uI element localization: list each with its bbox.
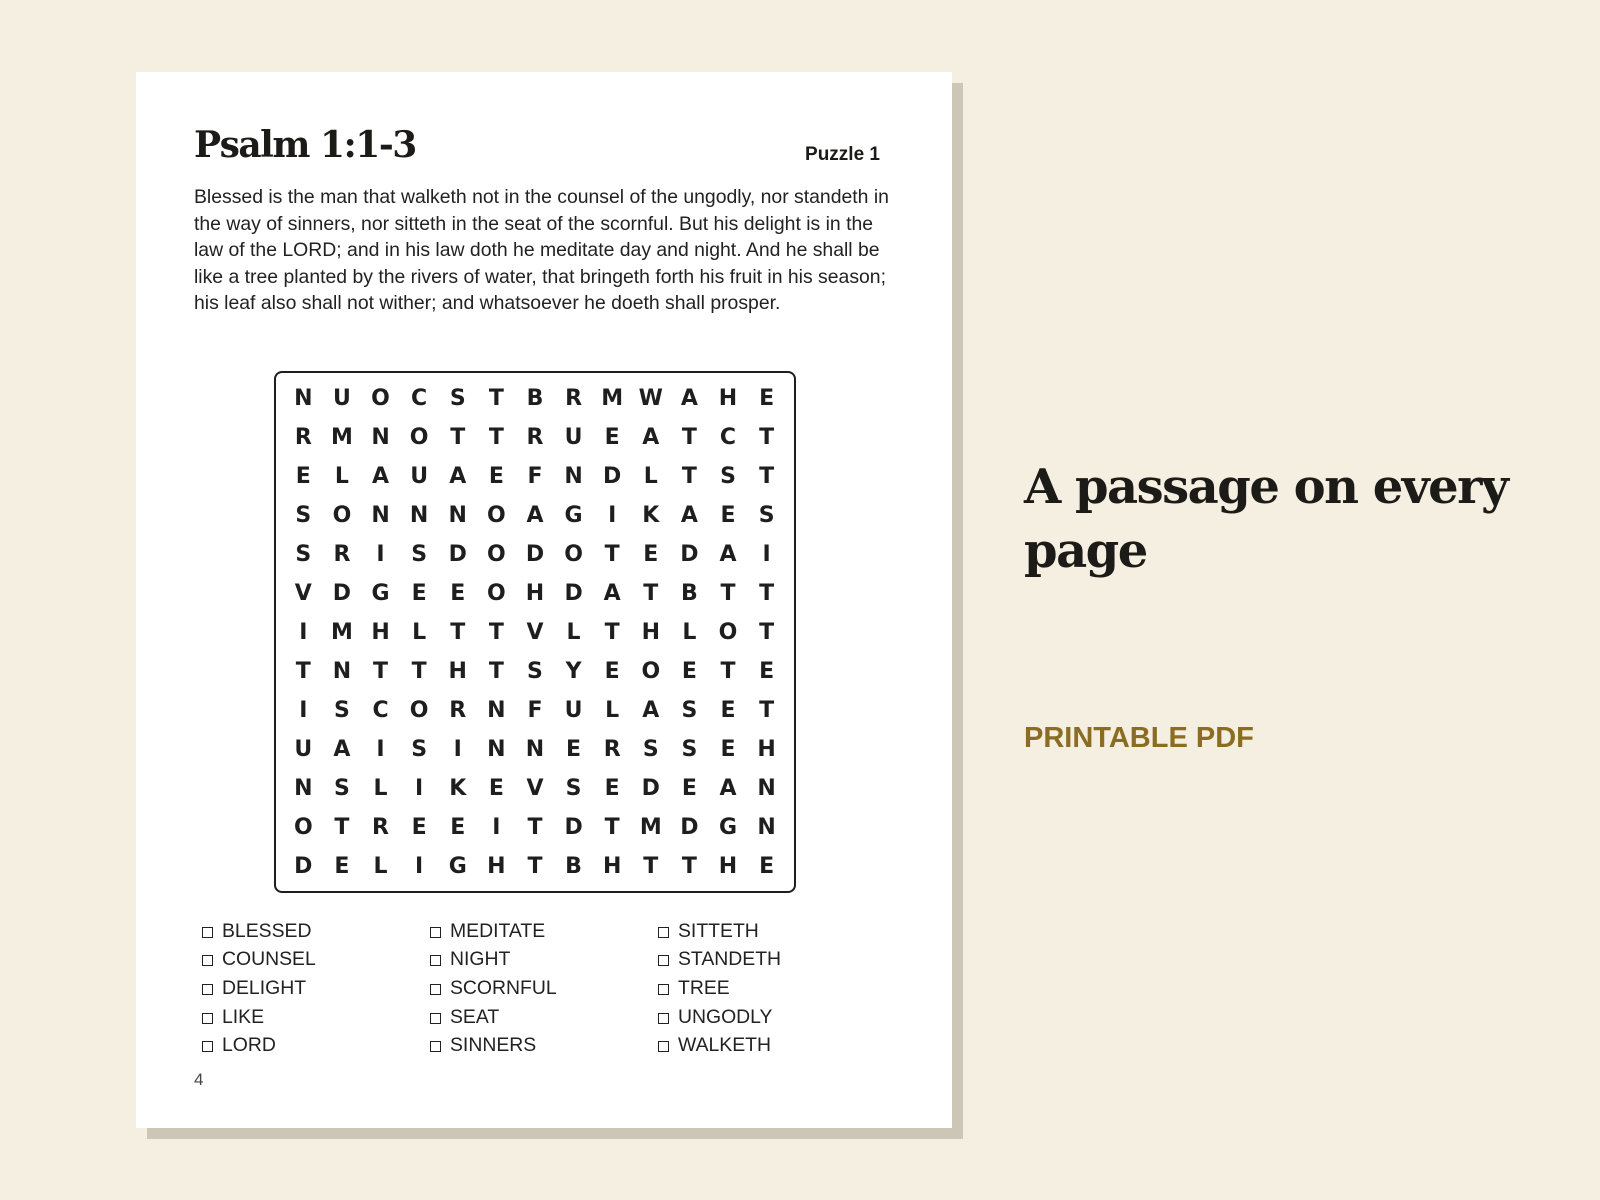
word-list-item[interactable] — [658, 1032, 771, 1060]
grid-letter[interactable]: H — [602, 854, 622, 879]
scripture-passage: Blessed is the man that walketh not in the counsel of the ungodly, nor standeth in the way of sinners, nor sitteth in the seat of the scornful. But his delight is in the law of the LORD; and in his law doth he meditate day and night. And he shall be like a tree planted by the rivers of water, that bringeth forth his fruit in his season; his leaf also shall not wither; and whatsoever he doeth shall prosper. — [194, 186, 889, 314]
grid-letter[interactable]: D — [564, 581, 583, 606]
grid-letter[interactable]: O — [409, 698, 429, 723]
grid-letter[interactable]: N — [525, 737, 545, 762]
word-list-item[interactable] — [658, 946, 781, 974]
word-checkbox[interactable] — [430, 955, 441, 966]
grid-letter[interactable]: D — [294, 854, 313, 879]
grid-letter[interactable]: O — [371, 386, 390, 411]
grid-letter[interactable]: N — [294, 776, 313, 801]
word-checkbox[interactable] — [430, 1013, 441, 1024]
grid-letter[interactable]: E — [759, 854, 775, 879]
grid-letter[interactable]: O — [641, 659, 661, 684]
grid-letter[interactable]: S — [681, 698, 698, 723]
page-number: 4 — [194, 1070, 204, 1089]
grid-letter[interactable]: T — [488, 620, 504, 645]
grid-letter[interactable]: T — [373, 659, 389, 684]
grid-letter[interactable]: E — [720, 737, 736, 762]
grid-letter[interactable]: I — [608, 503, 617, 528]
grid-letter[interactable]: T — [681, 425, 697, 450]
grid-letter[interactable]: W — [638, 386, 663, 411]
word-checkbox[interactable] — [202, 955, 213, 966]
word-label: NIGHT — [450, 948, 511, 971]
word-list-item[interactable] — [202, 917, 311, 945]
grid-letter[interactable]: E — [488, 776, 504, 801]
grid-letter[interactable]: I — [453, 737, 462, 762]
grid-letter[interactable]: B — [565, 854, 582, 879]
grid-letter[interactable]: T — [759, 698, 775, 723]
grid-letter[interactable]: T — [411, 659, 427, 684]
grid-letter[interactable]: E — [759, 386, 775, 411]
grid-letter[interactable]: V — [294, 581, 312, 606]
grid-letter[interactable]: T — [643, 854, 659, 879]
grid-letter[interactable]: T — [604, 620, 620, 645]
grid-row — [284, 652, 786, 691]
grid-row — [284, 379, 786, 418]
grid-letter[interactable]: T — [488, 659, 504, 684]
grid-letter[interactable]: M — [639, 815, 662, 840]
grid-letter[interactable]: C — [719, 425, 737, 450]
grid-letter[interactable]: R — [603, 737, 621, 762]
grid-letter[interactable]: H — [487, 854, 506, 879]
grid-letter[interactable]: N — [487, 737, 506, 762]
word-checkbox[interactable] — [658, 1013, 669, 1024]
word-list-item[interactable] — [202, 1003, 264, 1031]
word-list-item[interactable] — [202, 974, 306, 1002]
word-list-item[interactable] — [430, 946, 510, 974]
grid-letter[interactable]: G — [718, 815, 738, 840]
grid-letter[interactable]: I — [415, 854, 424, 879]
grid-letter[interactable]: T — [681, 464, 697, 489]
grid-letter[interactable]: I — [376, 542, 385, 567]
grid-letter[interactable]: S — [411, 737, 428, 762]
word-list-item[interactable] — [202, 946, 316, 974]
grid-letter[interactable]: G — [448, 854, 467, 879]
word-label: LORD — [222, 1034, 276, 1057]
grid-letter[interactable]: N — [409, 503, 429, 528]
grid-letter[interactable]: D — [448, 542, 467, 567]
grid-letter[interactable]: N — [294, 386, 313, 411]
word-checkbox[interactable] — [430, 984, 441, 995]
grid-letter[interactable]: B — [526, 386, 544, 411]
word-list-item[interactable] — [430, 1032, 536, 1060]
word-checkbox[interactable] — [202, 1013, 213, 1024]
grid-letter[interactable]: O — [718, 620, 738, 645]
grid-letter[interactable]: L — [682, 620, 697, 645]
grid-row — [284, 769, 786, 808]
grid-letter[interactable]: E — [604, 776, 620, 801]
grid-letter[interactable]: T — [604, 815, 620, 840]
grid-letter[interactable]: M — [601, 386, 624, 411]
grid-letter[interactable]: S — [720, 464, 736, 489]
grid-letter[interactable]: A — [603, 581, 621, 606]
grid-letter[interactable]: D — [525, 542, 545, 567]
grid-letter[interactable]: T — [759, 620, 775, 645]
word-label: LIKE — [222, 1005, 265, 1028]
grid-letter[interactable]: T — [759, 425, 775, 450]
grid-letter[interactable]: H — [718, 386, 738, 411]
grid-letter[interactable]: E — [720, 503, 736, 528]
grid-letter[interactable]: D — [680, 815, 699, 840]
word-label: SINNERS — [450, 1034, 537, 1057]
grid-letter[interactable]: T — [720, 581, 736, 606]
grid-letter[interactable]: M — [330, 620, 353, 645]
grid-letter[interactable]: T — [759, 581, 775, 606]
grid-row — [284, 808, 786, 847]
grid-letter[interactable]: S — [333, 776, 350, 801]
grid-letter[interactable]: G — [371, 581, 390, 606]
grid-letter[interactable]: E — [759, 659, 775, 684]
word-search-grid — [274, 371, 796, 893]
grid-letter[interactable]: U — [564, 425, 583, 450]
grid-letter[interactable]: T — [450, 620, 466, 645]
grid-letter[interactable]: T — [527, 854, 543, 879]
grid-letter[interactable]: H — [448, 659, 467, 684]
grid-letter[interactable]: F — [527, 464, 543, 489]
word-list-item[interactable] — [658, 917, 759, 945]
grid-letter[interactable]: S — [449, 386, 466, 411]
grid-letter[interactable]: V — [526, 620, 544, 645]
grid-letter[interactable]: E — [643, 542, 659, 567]
word-label: TREE — [678, 976, 730, 999]
grid-letter[interactable]: T — [720, 659, 736, 684]
grid-letter[interactable]: O — [293, 815, 313, 840]
grid-letter[interactable]: B — [681, 581, 698, 606]
grid-letter[interactable]: N — [757, 776, 776, 801]
grid-letter[interactable]: O — [487, 542, 506, 567]
grid-letter[interactable]: E — [604, 659, 620, 684]
grid-letter[interactable]: R — [333, 542, 351, 567]
promo-headline: A passage on every page — [1024, 459, 1508, 579]
grid-letter[interactable]: D — [564, 815, 583, 840]
grid-letter[interactable]: C — [372, 698, 389, 723]
grid-letter[interactable]: A — [680, 503, 698, 528]
grid-letter[interactable]: S — [411, 542, 428, 567]
grid-letter[interactable]: T — [488, 425, 504, 450]
word-checkbox[interactable] — [202, 984, 213, 995]
grid-letter[interactable]: S — [758, 503, 775, 528]
grid-letter[interactable]: T — [681, 854, 697, 879]
grid-letter[interactable]: S — [565, 776, 582, 801]
grid-letter[interactable]: L — [412, 620, 427, 645]
grid-letter[interactable]: H — [641, 620, 660, 645]
grid-letter[interactable]: O — [564, 542, 583, 567]
grid-letter[interactable]: E — [720, 698, 736, 723]
grid-letter[interactable]: A — [719, 776, 737, 801]
grid-letter[interactable]: T — [450, 425, 466, 450]
grid-row — [284, 574, 786, 613]
grid-letter[interactable]: T — [527, 815, 543, 840]
grid-letter[interactable]: G — [564, 503, 583, 528]
grid-row — [284, 496, 786, 535]
word-label: COUNSEL — [222, 948, 316, 971]
grid-letter[interactable]: R — [372, 815, 389, 840]
grid-letter[interactable]: D — [603, 464, 622, 489]
grid-letter[interactable]: T — [643, 581, 659, 606]
word-checkbox[interactable] — [658, 955, 669, 966]
grid-letter[interactable]: N — [371, 425, 390, 450]
grid-row — [284, 457, 786, 496]
grid-letter[interactable]: T — [604, 542, 620, 567]
word-label: WALKETH — [678, 1034, 772, 1057]
word-checkbox[interactable] — [430, 1041, 441, 1052]
grid-letter[interactable]: R — [526, 425, 544, 450]
grid-letter[interactable]: S — [333, 698, 350, 723]
puzzle-page — [136, 72, 952, 1128]
grid-letter[interactable]: E — [681, 776, 697, 801]
grid-letter[interactable]: U — [410, 464, 429, 489]
grid-letter[interactable]: T — [759, 464, 775, 489]
grid-letter[interactable]: K — [449, 776, 467, 801]
grid-letter[interactable]: I — [762, 542, 771, 567]
grid-letter[interactable]: A — [372, 464, 390, 489]
grid-letter[interactable]: T — [334, 815, 350, 840]
word-list-item[interactable] — [430, 917, 545, 945]
grid-letter[interactable]: T — [488, 386, 504, 411]
grid-letter[interactable]: A — [333, 737, 351, 762]
word-list-item[interactable] — [430, 974, 557, 1002]
grid-letter[interactable]: A — [719, 542, 737, 567]
grid-row — [284, 730, 786, 769]
page-title: Psalm 1:1-3 — [194, 124, 416, 166]
grid-letter[interactable]: H — [757, 737, 776, 762]
grid-letter[interactable]: N — [448, 503, 467, 528]
grid-letter[interactable]: E — [604, 425, 620, 450]
grid-letter[interactable]: I — [415, 776, 424, 801]
grid-letter[interactable]: H — [371, 620, 390, 645]
word-label: BLESSED — [222, 919, 312, 942]
grid-letter[interactable]: H — [718, 854, 738, 879]
grid-row — [284, 418, 786, 457]
word-label: UNGODLY — [678, 1005, 773, 1028]
grid-letter[interactable]: N — [332, 659, 352, 684]
grid-letter[interactable]: S — [642, 737, 659, 762]
puzzle-number: Puzzle 1 — [805, 144, 880, 165]
grid-letter[interactable]: S — [295, 542, 312, 567]
grid-letter[interactable]: O — [409, 425, 429, 450]
word-list-item[interactable] — [658, 1003, 772, 1031]
grid-letter[interactable]: E — [295, 464, 311, 489]
grid-letter[interactable]: V — [526, 776, 544, 801]
grid-letter[interactable]: L — [373, 854, 388, 879]
grid-letter[interactable]: U — [332, 386, 351, 411]
grid-letter[interactable]: A — [526, 503, 544, 528]
grid-letter[interactable]: S — [295, 503, 312, 528]
word-label: SEAT — [450, 1005, 500, 1028]
word-checkbox[interactable] — [202, 1041, 213, 1052]
grid-letter[interactable]: D — [641, 776, 660, 801]
grid-letter[interactable]: E — [411, 815, 427, 840]
grid-letter[interactable]: L — [373, 776, 388, 801]
grid-letter[interactable]: M — [330, 425, 353, 450]
format-label: PRINTABLE PDF — [1024, 722, 1254, 754]
grid-letter[interactable]: A — [449, 464, 467, 489]
word-label: DELIGHT — [222, 976, 307, 999]
grid-row — [284, 613, 786, 652]
grid-letter[interactable]: I — [299, 620, 308, 645]
grid-row — [284, 691, 786, 730]
grid-letter[interactable]: A — [642, 425, 660, 450]
word-checkbox[interactable] — [658, 1041, 669, 1052]
grid-letter[interactable]: L — [643, 464, 658, 489]
grid-letter[interactable]: E — [488, 464, 504, 489]
grid-letter[interactable]: U — [564, 698, 583, 723]
grid-letter[interactable]: F — [527, 698, 543, 723]
word-label: MEDITATE — [450, 919, 546, 942]
word-checkbox[interactable] — [202, 927, 213, 938]
grid-letter[interactable]: Y — [565, 659, 582, 684]
grid-letter[interactable]: O — [332, 503, 352, 528]
grid-letter[interactable]: H — [525, 581, 545, 606]
word-label: SCORNFUL — [450, 976, 557, 999]
grid-letter[interactable]: N — [487, 698, 506, 723]
grid-letter[interactable]: N — [564, 464, 583, 489]
grid-letter[interactable]: N — [757, 815, 776, 840]
word-list-item[interactable] — [658, 974, 730, 1002]
grid-letter[interactable]: A — [642, 698, 660, 723]
word-checkbox[interactable] — [658, 984, 669, 995]
grid-letter[interactable]: E — [566, 737, 582, 762]
word-label: SITTETH — [678, 919, 759, 942]
grid-letter[interactable]: L — [566, 620, 581, 645]
word-checkbox[interactable] — [658, 927, 669, 938]
grid-letter[interactable]: I — [299, 698, 308, 723]
grid-letter[interactable]: E — [450, 581, 466, 606]
grid-letter[interactable]: L — [605, 698, 620, 723]
grid-letter[interactable]: A — [680, 386, 698, 411]
grid-letter[interactable]: L — [334, 464, 349, 489]
grid-letter[interactable]: N — [371, 503, 390, 528]
grid-letter[interactable]: D — [680, 542, 699, 567]
word-label: STANDETH — [678, 948, 782, 971]
grid-letter[interactable]: S — [527, 659, 543, 684]
grid-row — [284, 847, 786, 886]
grid-letter[interactable]: E — [411, 581, 427, 606]
grid-letter[interactable]: O — [487, 503, 506, 528]
grid-letter[interactable]: D — [332, 581, 352, 606]
grid-letter[interactable]: I — [492, 815, 501, 840]
grid-letter[interactable]: E — [334, 854, 350, 879]
grid-letter[interactable]: I — [376, 737, 385, 762]
grid-letter[interactable]: K — [642, 503, 660, 528]
grid-letter[interactable]: R — [565, 386, 583, 411]
grid-row — [284, 535, 786, 574]
grid-letter[interactable]: E — [450, 815, 466, 840]
word-list-item[interactable] — [430, 1003, 499, 1031]
word-list-item[interactable] — [202, 1032, 276, 1060]
grid-letter[interactable]: R — [294, 425, 312, 450]
grid-letter[interactable]: U — [294, 737, 313, 762]
grid-letter[interactable]: T — [295, 659, 311, 684]
word-checkbox[interactable] — [430, 927, 441, 938]
grid-letter[interactable]: E — [681, 659, 697, 684]
grid-letter[interactable]: O — [487, 581, 506, 606]
grid-letter[interactable]: C — [411, 386, 428, 411]
grid-letter[interactable]: R — [449, 698, 467, 723]
grid-letter[interactable]: S — [681, 737, 698, 762]
